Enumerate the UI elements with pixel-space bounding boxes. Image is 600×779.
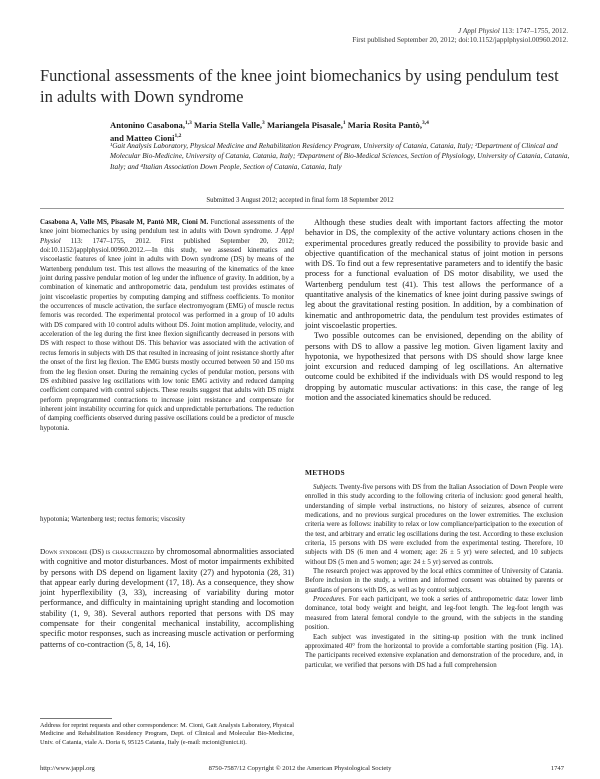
intro-paragraph-2: Although these studies dealt with important factors affecting the motor behavior in DS, the complexity of the active voluntary actions chosen in the experimental procedures greatly reduced the possibility to provide basic and objective quantification of the mechanical status of joint motion in persons with DS. To find out a few representative parameters and to identify the basic process for a functional evaluation of DS motor disability, we used the Wartenberg pendulum test (41). This test allows the performance of a quantitative analysis of the kinematics of knee joint during passive swings of leg about the gravitational resting position. In addition, by a combination of kinematic and anthropometric data, the pendulum test provides estimates of joint viscoelastic properties.	[305, 218, 563, 330]
methods-section	[305, 483, 563, 670]
author-4: Maria Rosita Pantò,	[345, 119, 422, 130]
author-3: Mariangela Pisasale,	[264, 119, 343, 130]
author-3-affil: 1	[342, 120, 346, 126]
subjects-text: Twenty-five persons with DS from the Italian Association of Down People were enrolled in this study according to the following criteria of inclusion: good general health, understanding of simple verbal instructions, no history of seizures, absence of current medications, and no previous surgical procedures on the lower extremities. The exclusion criteria were as follows: inability to relax or low compliance/participation to the execution of the test, and arbitrary and erratic leg oscillations during the test. According to these exclusion criteria, 15 persons with DS were excluded from the experimental testing. Therefore, 10 subjects with DS (6 men and 4 women; age: 26 ± 5 yr) were selected, and 10 subjects without DS (5 men and 5 women; age: 24 ± 5 yr) served as controls.	[305, 484, 563, 566]
affiliations: ¹Gait Analysis Laboratory, Physical Medicine and Rehabilitation Residency Program, University of Catania, Catania, Italy; ²Department of Clinical and Molecular Bio-Medicine, University of Catania, Catania, Italy; ³Department of Bio-Medical Sciences, Section of Physiology, University of Catania, Catania, Italy; and ⁴Italian Association Down People, Section of Catania, Catania, Italy	[110, 141, 570, 171]
author-5-affil: 1,2	[174, 132, 182, 139]
introduction	[40, 547, 294, 650]
procedures-text: For each participant, we took a series of anthropometric data: lower limb dominance, total body weight and height, and leg-foot length. The leg-foot length was measured from lateral femoral condyle to the ground, with the subjects in the standing position.	[305, 596, 563, 632]
submission-dates: Submitted 3 August 2012; accepted in final form 18 September 2012	[206, 197, 394, 204]
procedures-label: Procedures.	[313, 596, 346, 604]
footer-copyright: 8750-7587/12 Copyright © 2012 the American Physiological Society	[208, 765, 392, 772]
article-title: Functional assessments of the knee joint biomechanics by using pendulum test in adults with Down syndrome	[40, 66, 559, 106]
journal-citation: 113: 1747–1755, 2012.	[501, 27, 568, 35]
intro-text: by chromosomal abnormalities associated with cognitive and motor disturbances. Most of motor impairments exhibited by persons with DS depend on ligament laxity (27) and hypotonia (28, 31) that appear early during development (17, 18). As a consequence, they show joint hyperflexibility (3, 33), increasing of variability during motor performance, and difficulty in maintaining upright standing and locomotion stability (1, 9, 38). Several authors reported that persons with DS may compensate for their congenital mechanical instability, accomplishing specific motor responses, such as increasing muscle activation or performing patterns of co-contraction (5, 8, 14, 16).	[40, 547, 294, 649]
author-1-affil: 1,3	[184, 120, 192, 126]
author-1: Antonino Casabona,	[110, 119, 185, 130]
right-column-intro	[305, 218, 563, 403]
journal-name: J Appl Physiol	[457, 27, 500, 35]
author-2-affil: 3	[262, 120, 265, 126]
abstract-authors: Casabona A, Valle MS, Pisasale M, Pantò MR, Cioni M.	[40, 219, 209, 226]
abstract	[40, 218, 294, 433]
keywords: hypotonia; Wartenberg test; rectus femoris; viscosity	[40, 516, 186, 523]
abstract-title-ref: Functional assessments of the knee joint biomechanics by using pendulum test in adults with Down syndrome.	[40, 219, 295, 236]
methods-heading: METHODS	[305, 468, 345, 477]
author-4-affil: 3,4	[422, 120, 429, 126]
abstract-body: 113: 1747–1755, 2012. First published September 20, 2012; doi:10.1152/japplphysiol.00960.2012.—In this study, we assessed kinematics and viscoelastic features of knee joint in adults with Down syndrome (DS) by means of the Wartenberg pendulum test. This test allows the measuring of the kinematics of the knee joint during passive pendular motion of leg under the influence of gravity. In addition, by a combination of kinematic and anthropometric data, pendulum test provides estimates of joint viscoelastic properties by computing damping and stiffness coefficients. To monitor the occurrences of muscle activation, the surface electromyogram (EMG) of muscle rectus femoris was recorded. The experimental protocol was performed in a group of 10 adults with DS compared with 10 control adults without DS. Joint motion amplitude, velocity, and acceleration of the leg during the first knee flexion significantly decreased in persons with DS with respect to those without DS. This behavior was associated with the activation of rectus femoris in subjects with DS that resulted in increasing of joint resistance shortly after the onset of the first leg flexion. The EMG bursts mostly occurred between 50 and 150 ms from the leg flexion onset. During the remaining cycles of pendular motion, persons with DS exhibited passive leg oscillations with low tonic EMG activity and reduced damping coefficient compared with control subjects. These results suggest that adults with DS might perform preprogrammed contractions to increase joint resistance and compensate for inherent joint instability occurring for quick and unpredictable perturbations. The reduction of damping coefficients observed during passive oscillations could be a predictor of muscle hypotonia.	[40, 237, 294, 432]
intro-paragraph-3: Two possible outcomes can be envisioned, depending on the ability of persons with DS to allow a passive leg motion. Given ligament laxity and hypotonia, we hypothesized that persons with DS should show large knee joint excursion and reduced damping of leg oscillations. An alternative outcome could be exhibited if the individuals with DS would respond to leg dropping by automatic muscular activations: in this case, the range of leg motion and the associated kinematics should be reduced.	[305, 331, 563, 403]
intro-lead: Down syndrome (DS) is characterized	[40, 547, 155, 556]
author-2: Maria Stella Valle,	[191, 119, 263, 130]
footnote-divider	[40, 718, 112, 719]
ethics-text: The research project was approved by the local ethics committee of University of Catania. Before inclusion in the study, a written and informed consent was obtained by parents or guardians of persons with DS, as well as by control subjects.	[305, 568, 563, 594]
page-number: 1747	[550, 765, 564, 772]
author-5: and Matteo Cioni	[110, 132, 175, 143]
procedures-text-2: Each subject was investigated in the sitting-up position with the trunk inclined approximated 40° from the horizontal to provide a comfortable starting position (Fig. 1A). The participants received extensive explanation and demonstration of the procedure, and, in particular, we verified that persons with DS had a full comprehension	[305, 633, 563, 669]
header-divider	[40, 208, 564, 209]
correspondence-footnote: Address for reprint requests and other correspondence: M. Cioni, Gait Analysis Laboratory, Physical Medicine and Rehabilitation Residency Program, Dept. of Clinical and Molecular Bio-Medicine, Univ. of Catania, viale A. Doria 6, 95125 Catania, Italy (e-mail: mcioni@unict.it).	[40, 722, 294, 746]
running-header	[352, 27, 568, 45]
first-published-line: First published September 20, 2012; doi:10.1152/japplphysiol.00960.2012.	[352, 36, 568, 44]
subjects-label: Subjects.	[313, 484, 338, 491]
author-list	[110, 118, 570, 144]
abstract-journal: J Appl Physiol	[40, 228, 294, 245]
footer-url[interactable]: http://www.jappl.org	[40, 765, 95, 772]
